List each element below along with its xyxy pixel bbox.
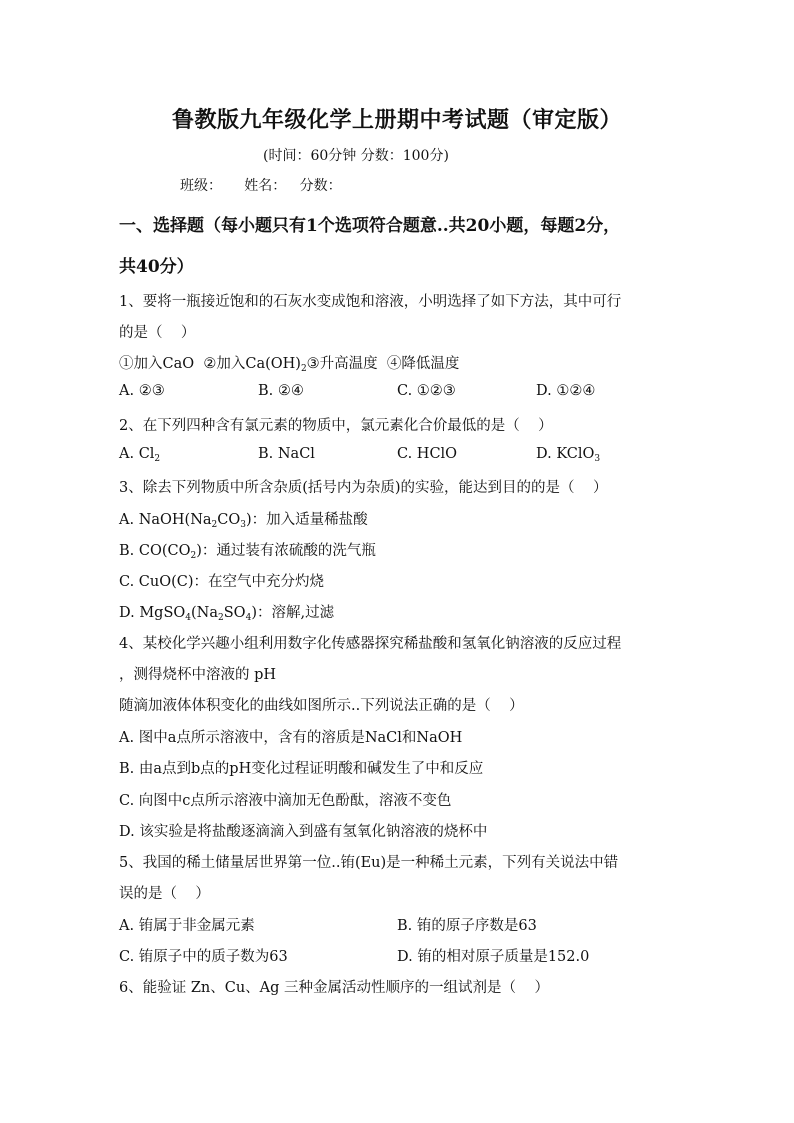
question-4-option-b: B. 由a点到b点的pH变化过程证明酸和碱发生了中和反应: [119, 761, 484, 777]
question-4-stem-line3: 随滴加液体体积变化的曲线如图所示..下列说法正确的是（ ）: [119, 698, 524, 714]
question-4-stem-line2: ，测得烧杯中溶液的 pH: [119, 667, 277, 683]
question-5-option-c: C. 铕原子中的质子数为63: [119, 949, 288, 965]
question-1-option-a: A. ②③: [119, 383, 165, 399]
question-5-option-d: D. 铕的相对原子质量是152.0: [397, 949, 590, 965]
section-heading-line2: 共40分）: [119, 257, 194, 277]
question-5-option-b: B. 铕的原子序数是63: [397, 918, 537, 934]
question-3-option-c: C. CuO(C)：在空气中充分灼烧: [119, 574, 325, 590]
question-1-methods: ①加入CaO ②加入$Ca(OH)_2③$升高温度 ④降低温度: [119, 356, 460, 374]
page-title: 鲁教版九年级化学上册期中考试题（审定版）: [171, 107, 622, 133]
question-3-stem: 3、除去下列物质中所含杂质(括号内为杂质)的实验，能达到目的的是（ ）: [119, 480, 608, 496]
question-3-option-d: D. $MgSO_4(Na_2SO_4)$：溶解,过滤: [119, 605, 335, 623]
question-5-stem-line2: 误的是（ ）: [119, 886, 210, 902]
student-info-line: 班级： 姓名： 分数：: [180, 178, 342, 194]
question-1-stem-line1: 1、要将一瓶接近饱和的石灰水变成饱和溶液，小明选择了如下方法，其中可行: [119, 294, 622, 310]
question-2-option-d: D. KClO$_3$: [536, 446, 601, 464]
question-4-stem-line1: 4、某校化学兴趣小组利用数字化传感器探究稀盐酸和氢氧化钠溶液的反应过程: [119, 636, 622, 652]
question-4-option-d: D. 该实验是将盐酸逐滴滴入到盛有氢氧化钠溶液的烧杯中: [119, 824, 488, 840]
exam-time-score: (时间：60分钟 分数：100分): [263, 148, 449, 164]
question-6-stem: 6、能验证 Zn、Cu、Ag 三种金属活动性顺序的一组试剂是（ ）: [119, 980, 549, 996]
question-4-option-c: C. 向图中c点所示溶液中滴加无色酚酞，溶液不变色: [119, 793, 452, 809]
question-1-stem-line2: 的是（ ）: [119, 325, 196, 341]
question-1-option-d: D. ①②④: [536, 383, 596, 399]
question-5-stem-line1: 5、我国的稀土储量居世界第一位..铕(Eu)是一种稀土元素，下列有关说法中错: [119, 855, 619, 871]
question-3-option-a: A. $NaOH(Na_2CO_3)$：加入适量稀盐酸: [119, 512, 368, 530]
question-1-option-b: B. ②④: [258, 383, 304, 399]
question-4-option-a: A. 图中a点所示溶液中，含有的溶质是NaCl和NaOH: [119, 730, 463, 746]
question-2-stem: 2、在下列四种含有氯元素的物质中，氯元素化合价最低的是（ ）: [119, 418, 553, 434]
question-2-option-b: B. NaCl: [258, 446, 315, 462]
question-5-option-a: A. 铕属于非金属元素: [119, 918, 255, 934]
question-1-option-c: C. ①②③: [397, 383, 456, 399]
question-3-option-b: B. $CO(CO_2)$：通过装有浓硫酸的洗气瓶: [119, 543, 376, 561]
question-2-option-a: A. $Cl_2$: [119, 446, 161, 464]
section-heading-line1: 一、选择题（每小题只有1个选项符合题意..共20小题，每题2分，: [119, 216, 621, 236]
question-2-option-c: C. HClO: [397, 446, 458, 462]
